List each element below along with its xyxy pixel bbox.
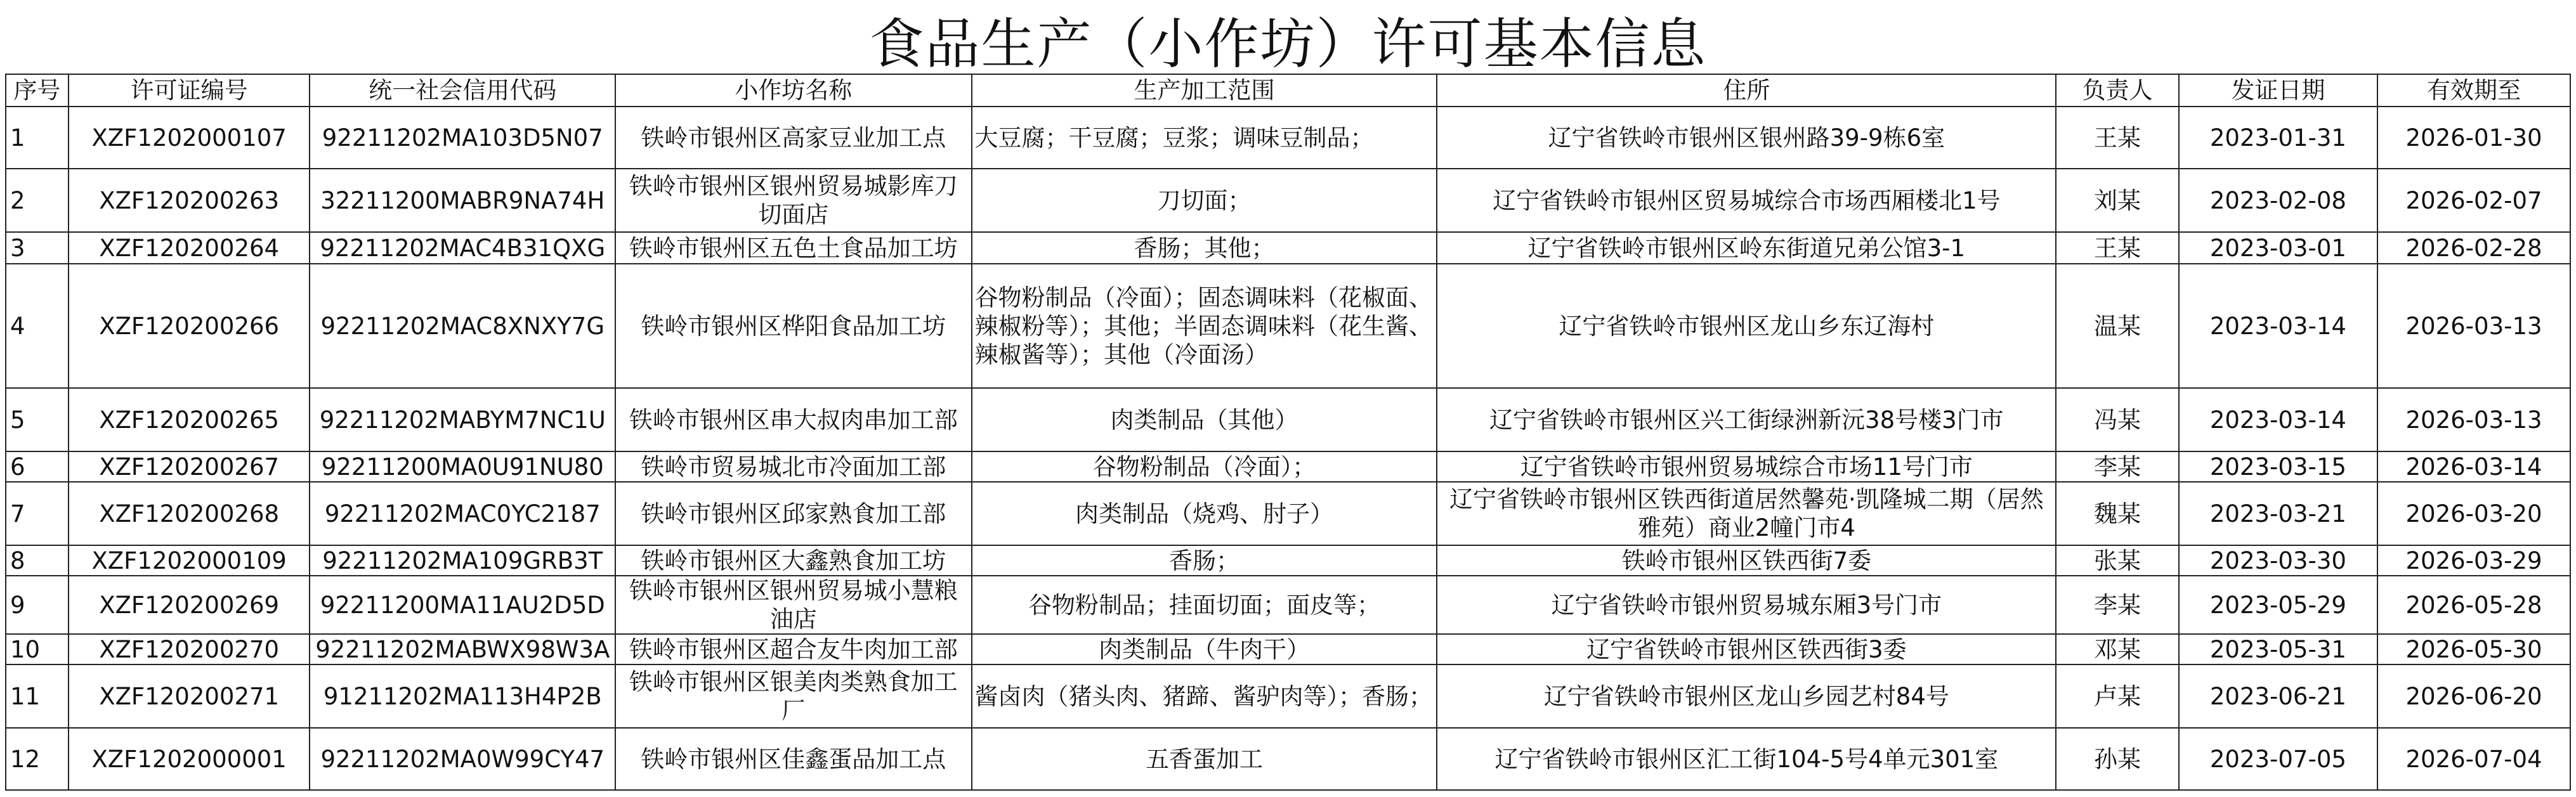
credit-code: 92211202MAC8XNXY7G [310,264,615,388]
address: 辽宁省铁岭市银州区汇工街104-5号4单元301室 [1437,728,2056,790]
row-index: 9 [6,576,69,634]
person-in-charge: 卢某 [2056,664,2178,728]
person-in-charge: 冯某 [2056,388,2178,451]
row-index: 2 [6,169,69,232]
expiry-date: 2026-06-20 [2377,664,2570,728]
expiry-date: 2026-02-28 [2377,232,2570,264]
header-workshop-name: 小作坊名称 [615,74,971,107]
spreadsheet [5,5,2571,791]
license-number: XZF120200269 [69,576,310,634]
workshop-name: 铁岭市银州区桦阳食品加工坊 [615,264,971,388]
person-in-charge: 王某 [2056,232,2178,264]
workshop-name: 铁岭市银州区银美肉类熟食加工厂 [615,664,971,728]
workshop-name: 铁岭市银州区高家豆业加工点 [615,107,971,169]
license-table [5,74,2571,791]
address: 辽宁省铁岭市银州区铁西街道居然馨苑·凯隆城二期（居然雅苑）商业2幢门市4 [1437,482,2056,545]
address: 辽宁省铁岭市银州区贸易城综合市场西厢楼北1号 [1437,169,2056,232]
credit-code: 92211200MA0U91NU80 [310,451,615,482]
person-in-charge: 张某 [2056,545,2178,576]
address: 铁岭市银州区铁西街7委 [1437,545,2056,576]
credit-code: 92211202MA0W99CY47 [310,728,615,790]
license-number: XZF1202000107 [69,107,310,169]
address: 辽宁省铁岭市银州贸易城综合市场11号门市 [1437,451,2056,482]
license-number: XZF120200263 [69,169,310,232]
address: 辽宁省铁岭市银州区银州路39-9栋6室 [1437,107,2056,169]
production-scope: 五香蛋加工 [972,728,1437,790]
license-number: XZF120200270 [69,634,310,664]
credit-code: 92211202MA103D5N07 [310,107,615,169]
address: 辽宁省铁岭市银州区龙山乡园艺村84号 [1437,664,2056,728]
license-number: XZF120200267 [69,451,310,482]
expiry-date: 2026-03-20 [2377,482,2570,545]
license-number: XZF120200266 [69,264,310,388]
person-in-charge: 邓某 [2056,634,2178,664]
credit-code: 91211202MA113H4P2B [310,664,615,728]
workshop-name: 铁岭市银州区串大叔肉串加工部 [615,388,971,451]
credit-code: 92211200MA11AU2D5D [310,576,615,634]
address: 辽宁省铁岭市银州贸易城东厢3号门市 [1437,576,2056,634]
address: 辽宁省铁岭市银州区岭东街道兄弟公馆3-1 [1437,232,2056,264]
table-row [6,482,2570,545]
issue-date: 2023-03-30 [2179,545,2377,576]
table-row [6,107,2570,169]
workshop-name: 铁岭市贸易城北市冷面加工部 [615,451,971,482]
header-license-number: 许可证编号 [69,74,310,107]
workshop-name: 铁岭市银州区五色土食品加工坊 [615,232,971,264]
expiry-date: 2026-01-30 [2377,107,2570,169]
production-scope: 刀切面； [972,169,1437,232]
credit-code: 92211202MA109GRB3T [310,545,615,576]
expiry-date: 2026-03-13 [2377,388,2570,451]
credit-code: 92211202MABWX98W3A [310,634,615,664]
header-issue-date: 发证日期 [2179,74,2377,107]
issue-date: 2023-03-14 [2179,388,2377,451]
header-row [6,74,2570,107]
issue-date: 2023-03-14 [2179,264,2377,388]
production-scope: 酱卤肉（猪头肉、猪蹄、酱驴肉等）；香肠； [972,664,1437,728]
workshop-name: 铁岭市银州区邱家熟食加工部 [615,482,971,545]
license-number: XZF120200268 [69,482,310,545]
credit-code: 32211200MABR9NA74H [310,169,615,232]
issue-date: 2023-03-15 [2179,451,2377,482]
person-in-charge: 温某 [2056,264,2178,388]
person-in-charge: 魏某 [2056,482,2178,545]
row-index: 10 [6,634,69,664]
header-person-in-charge: 负责人 [2056,74,2178,107]
row-index: 1 [6,107,69,169]
table-row [6,169,2570,232]
production-scope: 肉类制品（其他） [972,388,1437,451]
license-number: XZF120200265 [69,388,310,451]
table-row [6,728,2570,790]
workshop-name: 铁岭市银州区银州贸易城小慧粮油店 [615,576,971,634]
expiry-date: 2026-03-29 [2377,545,2570,576]
table-row [6,232,2570,264]
issue-date: 2023-05-29 [2179,576,2377,634]
address: 辽宁省铁岭市银州区兴工街绿洲新沅38号楼3门市 [1437,388,2056,451]
table-row [6,576,2570,634]
header-production-scope: 生产加工范围 [972,74,1437,107]
production-scope: 谷物粉制品（冷面）； [972,451,1437,482]
issue-date: 2023-05-31 [2179,634,2377,664]
workshop-name: 铁岭市银州区大鑫熟食加工坊 [615,545,971,576]
row-index: 11 [6,664,69,728]
license-number: XZF120200264 [69,232,310,264]
table-row [6,388,2570,451]
credit-code: 92211202MABYM7NC1U [310,388,615,451]
production-scope: 谷物粉制品（冷面）；固态调味料（花椒面、辣椒粉等）；其他；半固态调味料（花生酱、辣椒酱等）；其他（冷面汤） [972,264,1437,388]
license-number: XZF1202000109 [69,545,310,576]
row-index: 7 [6,482,69,545]
license-number: XZF120200271 [69,664,310,728]
credit-code: 92211202MAC4B31QXG [310,232,615,264]
person-in-charge: 刘某 [2056,169,2178,232]
issue-date: 2023-03-01 [2179,232,2377,264]
header-index: 序号 [6,74,69,107]
person-in-charge: 孙某 [2056,728,2178,790]
production-scope: 肉类制品（牛肉干） [972,634,1437,664]
production-scope: 大豆腐；干豆腐；豆浆；调味豆制品； [972,107,1437,169]
row-index: 12 [6,728,69,790]
row-index: 3 [6,232,69,264]
person-in-charge: 王某 [2056,107,2178,169]
production-scope: 香肠；其他； [972,232,1437,264]
production-scope: 谷物粉制品；挂面切面；面皮等； [972,576,1437,634]
table-row [6,451,2570,482]
header-credit-code: 统一社会信用代码 [310,74,615,107]
expiry-date: 2026-03-13 [2377,264,2570,388]
address: 辽宁省铁岭市银州区龙山乡东辽海村 [1437,264,2056,388]
credit-code: 92211202MAC0YC2187 [310,482,615,545]
table-row [6,264,2570,388]
table-row [6,545,2570,576]
row-index: 4 [6,264,69,388]
expiry-date: 2026-05-28 [2377,576,2570,634]
document-title: 食品生产（小作坊）许可基本信息 [869,13,1707,76]
expiry-date: 2026-03-14 [2377,451,2570,482]
person-in-charge: 李某 [2056,451,2178,482]
license-number: XZF1202000001 [69,728,310,790]
header-address: 住所 [1437,74,2056,107]
workshop-name: 铁岭市银州区银州贸易城影库刀切面店 [615,169,971,232]
expiry-date: 2026-02-07 [2377,169,2570,232]
workshop-name: 铁岭市银州区佳鑫蛋品加工点 [615,728,971,790]
address: 辽宁省铁岭市银州区铁西街3委 [1437,634,2056,664]
table-row [6,664,2570,728]
issue-date: 2023-07-05 [2179,728,2377,790]
row-index: 8 [6,545,69,576]
expiry-date: 2026-07-04 [2377,728,2570,790]
issue-date: 2023-06-21 [2179,664,2377,728]
expiry-date: 2026-05-30 [2377,634,2570,664]
issue-date: 2023-02-08 [2179,169,2377,232]
workshop-name: 铁岭市银州区超合友牛肉加工部 [615,634,971,664]
person-in-charge: 李某 [2056,576,2178,634]
header-expiry-date: 有效期至 [2377,74,2570,107]
row-index: 5 [6,388,69,451]
row-index: 6 [6,451,69,482]
table-row [6,634,2570,664]
production-scope: 肉类制品（烧鸡、肘子） [972,482,1437,545]
production-scope: 香肠； [972,545,1437,576]
issue-date: 2023-01-31 [2179,107,2377,169]
issue-date: 2023-03-21 [2179,482,2377,545]
